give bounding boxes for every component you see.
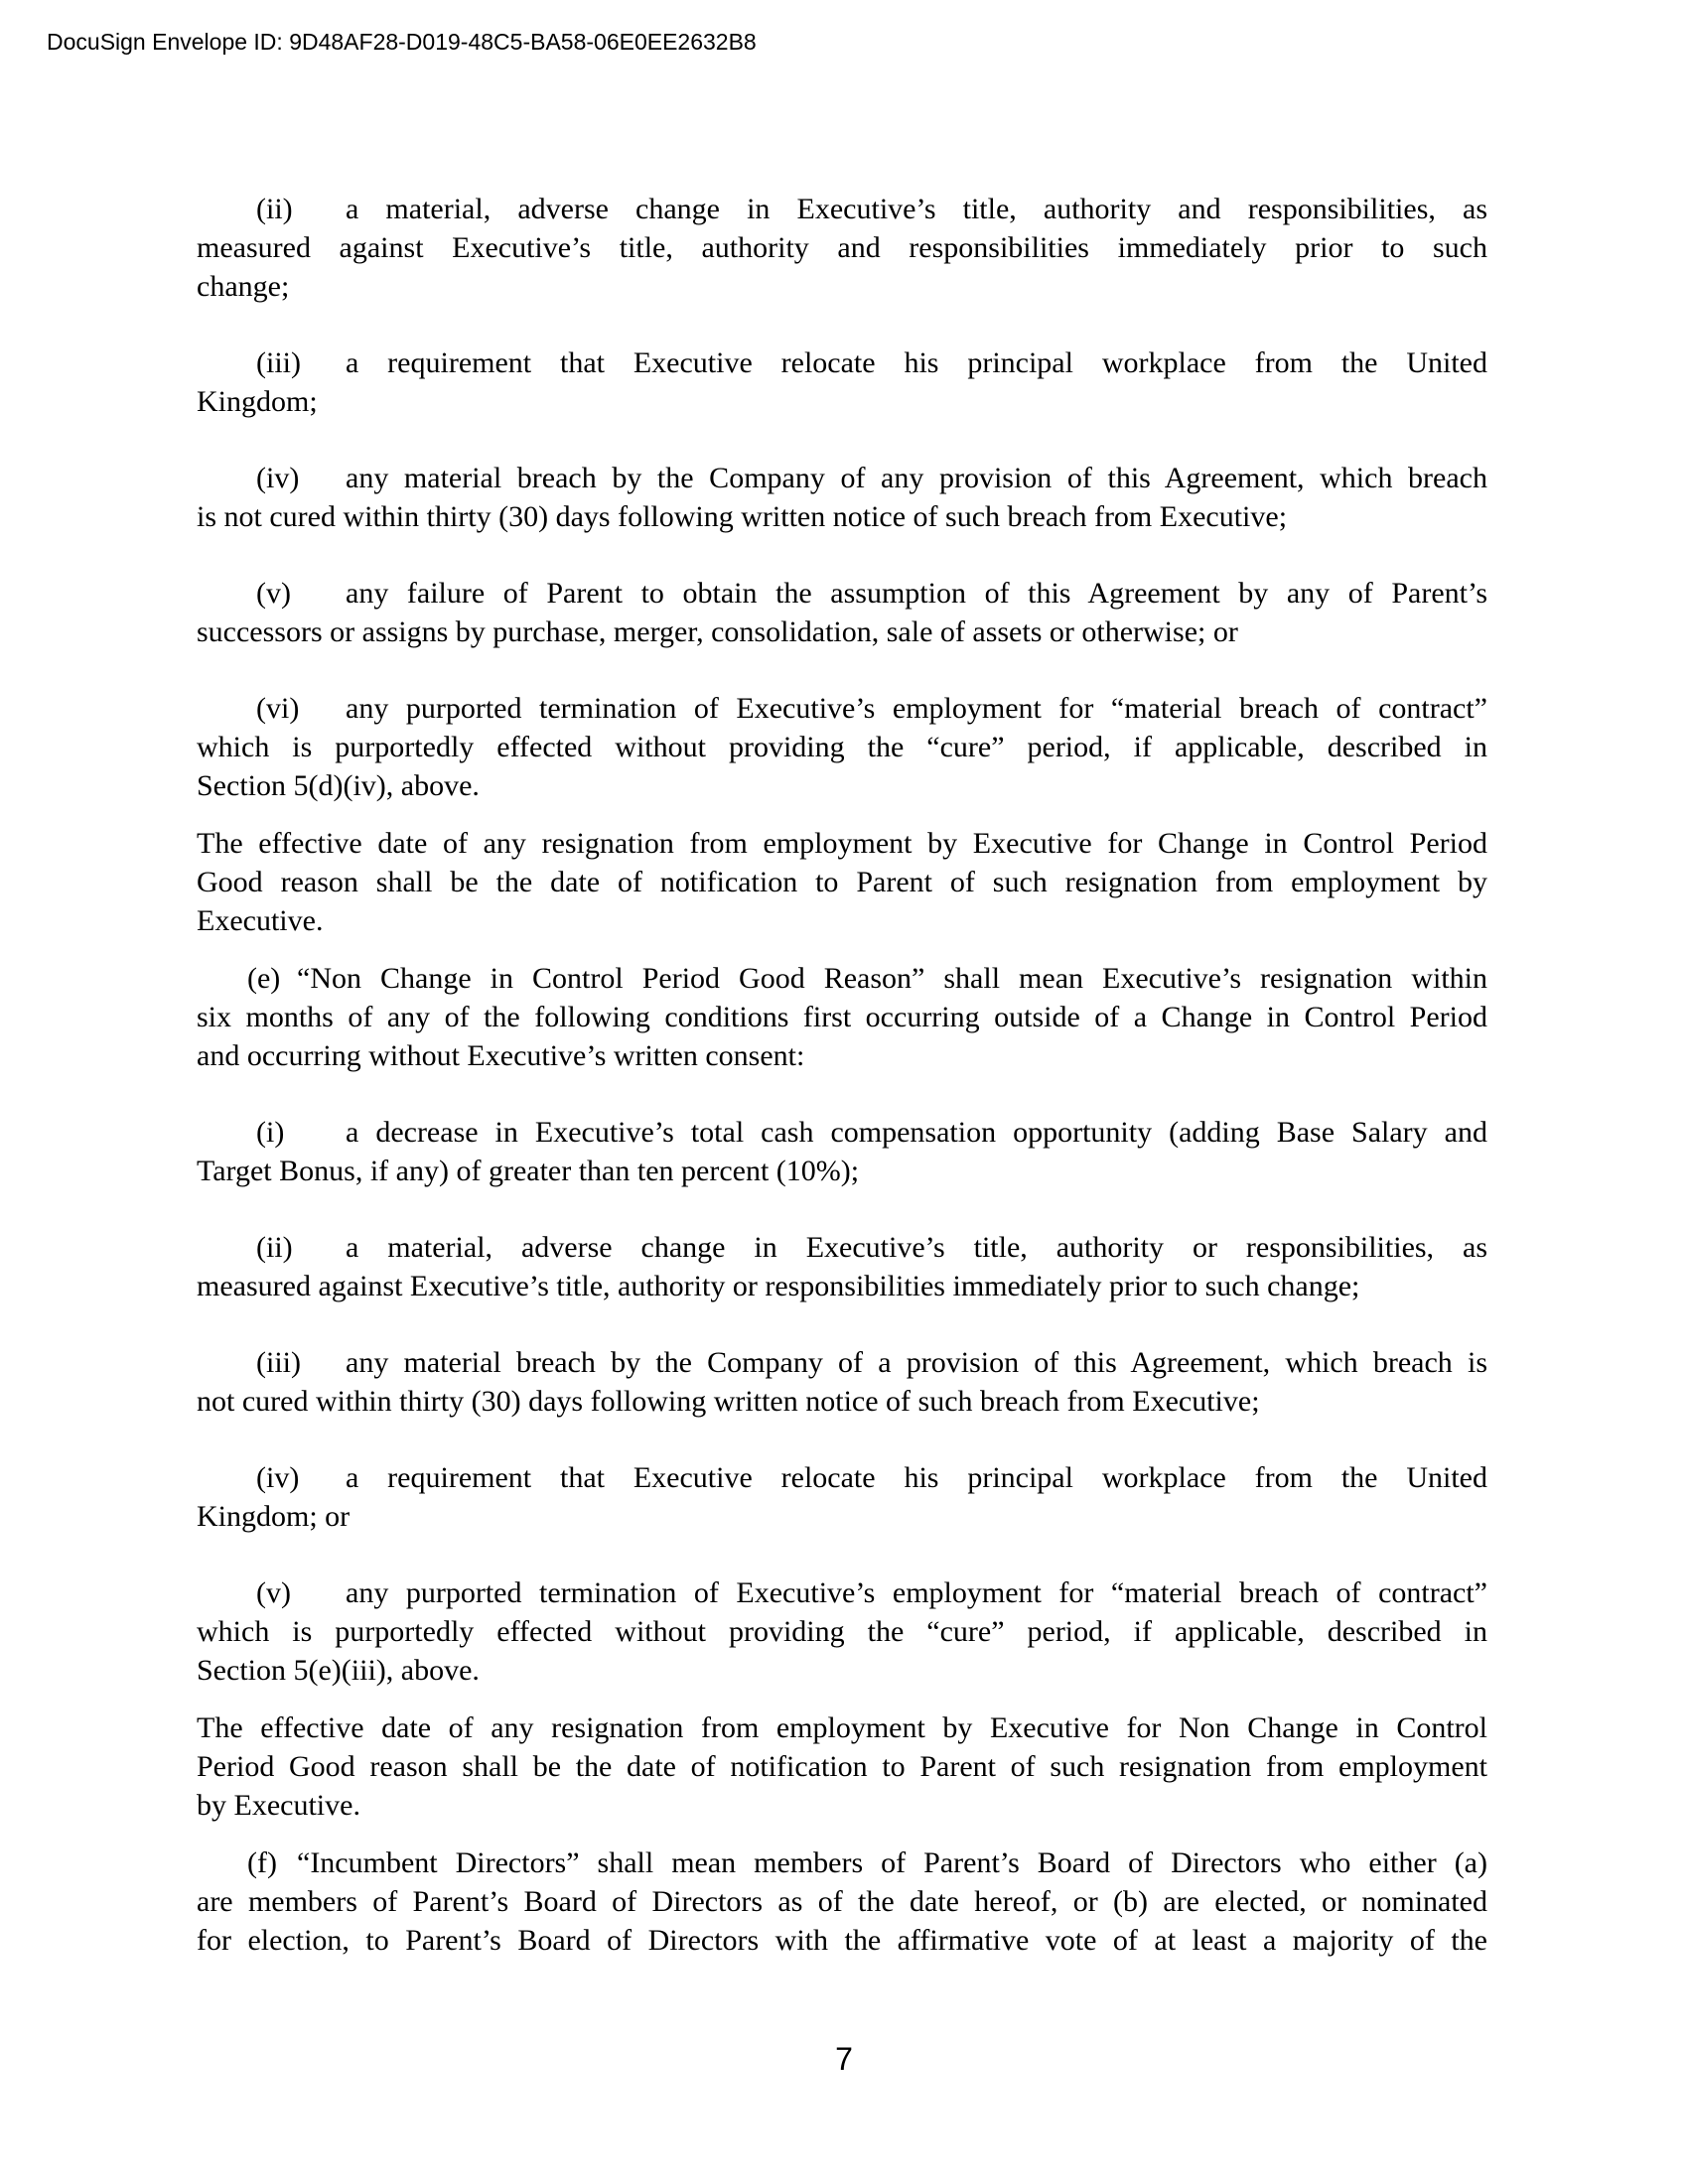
text-line: change;	[197, 270, 290, 303]
clause-number-label: (iv)	[256, 1461, 300, 1494]
clause-i	[197, 1113, 1487, 1190]
clause-vi	[197, 689, 1487, 805]
clause-iv	[197, 459, 1487, 536]
page-number: 7	[835, 2041, 853, 2077]
clause-number-label: (i)	[256, 1116, 285, 1149]
clause-e	[197, 959, 1487, 1075]
text-line: (vi) any purported termination of Executive’s employment for “material breach of contract”	[197, 689, 1487, 728]
text-line: Section 5(e)(iii), above.	[197, 1654, 480, 1687]
text-line: by Executive.	[197, 1789, 360, 1822]
document-body	[197, 190, 1487, 1960]
clause-number-label: (f)	[247, 1846, 277, 1879]
text-line: which is purportedly effected without providing the “cure” period, if applicable, described in	[197, 1615, 1487, 1648]
text-line: (v) any failure of Parent to obtain the assumption of this Agreement by any of Parent’s	[197, 574, 1487, 613]
clause-iv	[197, 1458, 1487, 1536]
clause-number-label: (e)	[247, 962, 281, 995]
text-line: (v) any purported termination of Executive’s employment for “material breach of contract”	[197, 1573, 1487, 1612]
text-line: (iii) a requirement that Executive relocate his principal workplace from the United	[197, 343, 1487, 382]
clause-number-label: (ii)	[256, 193, 293, 225]
text-line: (iv) a requirement that Executive relocate his principal workplace from the United	[197, 1458, 1487, 1497]
text-line: measured against Executive’s title, authority or responsibilities immediately prior to such change;	[197, 1270, 1360, 1302]
docusign-envelope-id-label: DocuSign Envelope ID: 9D48AF28-D019-48C5-BA58-06E0EE2632B8	[47, 29, 757, 55]
text-line: (iv) any material breach by the Company of any provision of this Agreement, which breach	[197, 459, 1487, 497]
clause-number-label: (iv)	[256, 462, 300, 494]
text-line: are members of Parent’s Board of Directors as of the date hereof, or (b) are elected, or nominated	[197, 1885, 1487, 1918]
text-line: Target Bonus, if any) of greater than ten percent (10%);	[197, 1155, 860, 1187]
text-line: The effective date of any resignation from employment by Executive for Non Change in Control	[197, 1711, 1487, 1744]
clause-number-label: (v)	[256, 577, 291, 610]
text-line: (ii) a material, adverse change in Executive’s title, authority and responsibilities, as	[197, 190, 1487, 228]
clause-v	[197, 1573, 1487, 1690]
text-line: for election, to Parent’s Board of Directors with the affirmative vote of at least a majority of the	[197, 1924, 1487, 1957]
text-line: six months of any of the following conditions first occurring outside of a Change in Control Period	[197, 1001, 1487, 1033]
text-line: and occurring without Executive’s written consent:	[197, 1039, 805, 1072]
body-paragraph	[197, 1708, 1487, 1825]
text-line: Good reason shall be the date of notification to Parent of such resignation from employment by	[197, 866, 1487, 898]
text-line: which is purportedly effected without providing the “cure” period, if applicable, described in	[197, 731, 1487, 763]
clause-iii	[197, 343, 1487, 421]
text-line: successors or assigns by purchase, merger, consolidation, sale of assets or otherwise; or	[197, 615, 1238, 648]
text-line: Kingdom; or	[197, 1500, 351, 1533]
text-line: The effective date of any resignation from employment by Executive for Change in Control Period	[197, 827, 1487, 860]
text-line: (e) “Non Change in Control Period Good Reason” shall mean Executive’s resignation within	[197, 959, 1487, 998]
clause-number-label: (iii)	[256, 346, 301, 379]
text-line: (ii) a material, adverse change in Executive’s title, authority or responsibilities, as	[197, 1228, 1487, 1267]
clause-number-label: (iii)	[256, 1346, 301, 1379]
text-line: Kingdom;	[197, 385, 318, 418]
text-line: measured against Executive’s title, authority and responsibilities immediately prior to such	[197, 231, 1487, 264]
clause-number-label: (ii)	[256, 1231, 293, 1264]
clause-f	[197, 1843, 1487, 1960]
clause-ii	[197, 1228, 1487, 1305]
clause-iii	[197, 1343, 1487, 1421]
text-line: Period Good reason shall be the date of notification to Parent of such resignation from employment	[197, 1750, 1487, 1783]
text-line: (iii) any material breach by the Company of a provision of this Agreement, which breach is	[197, 1343, 1487, 1382]
clause-number-label: (v)	[256, 1576, 291, 1609]
text-line: not cured within thirty (30) days following written notice of such breach from Executive;	[197, 1385, 1260, 1418]
body-paragraph	[197, 824, 1487, 940]
text-line: Executive.	[197, 904, 324, 937]
text-line: is not cured within thirty (30) days following written notice of such breach from Executive;	[197, 500, 1288, 533]
clause-number-label: (vi)	[256, 692, 300, 725]
clause-ii	[197, 190, 1487, 306]
clause-v	[197, 574, 1487, 651]
text-line: (f) “Incumbent Directors” shall mean members of Parent’s Board of Directors who either (a)	[197, 1843, 1487, 1882]
text-line: (i) a decrease in Executive’s total cash compensation opportunity (adding Base Salary and	[197, 1113, 1487, 1152]
text-line: Section 5(d)(iv), above.	[197, 769, 480, 802]
